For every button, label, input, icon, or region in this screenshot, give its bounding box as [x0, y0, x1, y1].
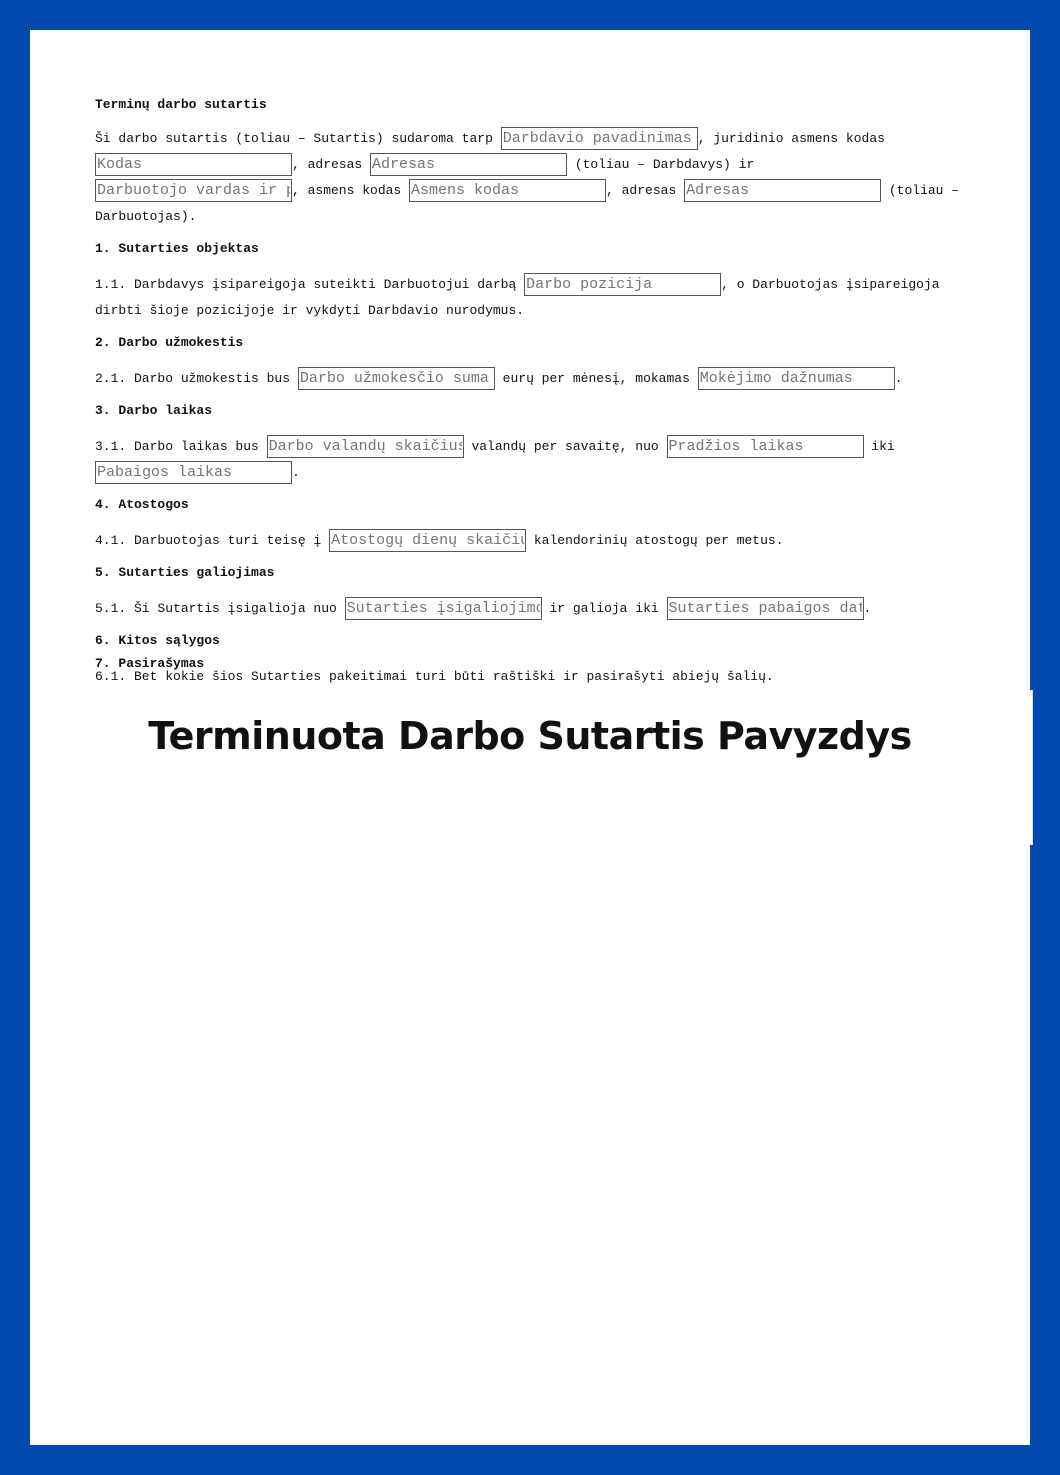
- intro-text-2: , juridinio asmens kodas: [697, 131, 885, 146]
- banner-title: Terminuota Darbo Sutartis Pavyzdys: [148, 714, 912, 758]
- employee-name-input[interactable]: [95, 179, 292, 202]
- s2-text-1: 2.1. Darbo užmokestis bus: [95, 371, 291, 386]
- section-2-heading: 2. Darbo užmokestis: [95, 335, 244, 350]
- s2-text-3: .: [894, 371, 903, 386]
- s5-text-1: 5.1. Ši Sutartis įsigalioja nuo: [95, 601, 337, 616]
- employer-name-input[interactable]: [501, 127, 698, 150]
- intro-text-5: , asmens kodas: [292, 183, 402, 198]
- s5-text-3: .: [863, 601, 872, 616]
- salary-input[interactable]: [298, 367, 495, 390]
- s3-text-3: iki: [863, 439, 895, 454]
- section-1-heading: 1. Sutarties objektas: [95, 241, 259, 256]
- section-6-heading: 6. Kitos sąlygos: [95, 633, 220, 648]
- section-3-heading: 3. Darbo laikas: [95, 403, 213, 418]
- s1-text-2: , o Darbuotojas įsipareigoja dirbti šioje pozicijoje ir vykdyti Darbdavio nurodymus.: [95, 277, 940, 318]
- intro-text-4: (toliau – Darbdavys) ir: [567, 157, 755, 172]
- intro-text-3: , adresas: [292, 157, 363, 172]
- personal-code-input[interactable]: [409, 179, 606, 202]
- section-2-paragraph: [95, 366, 975, 392]
- section-4-heading: 4. Atostogos: [95, 497, 189, 512]
- s3-text-1: 3.1. Darbo laikas bus: [95, 439, 259, 454]
- document-page: [30, 30, 1030, 1445]
- payment-frequency-input[interactable]: [698, 367, 895, 390]
- vacation-days-input[interactable]: [329, 529, 526, 552]
- intro-text-1: Ši darbo sutartis (toliau – Sutartis) sudaroma tarp: [95, 131, 493, 146]
- s3-text-2: valandų per savaitę, nuo: [463, 439, 659, 454]
- s3-text-4: .: [292, 465, 300, 480]
- section-3-paragraph: [95, 434, 975, 486]
- intro-paragraph: [95, 126, 975, 230]
- work-hours-input[interactable]: [267, 435, 464, 458]
- company-code-input[interactable]: [95, 153, 292, 176]
- section-7-heading: 7. Pasirašymas: [95, 656, 205, 671]
- intro-text-6: , adresas: [606, 183, 677, 198]
- s1-text-1: 1.1. Darbdavys įsipareigoja suteikti Darbuotojui darbą: [95, 277, 517, 292]
- section-5-paragraph: [95, 596, 975, 622]
- intro-text-7: (toliau – Darbuotojas).: [95, 183, 960, 224]
- end-time-input[interactable]: [95, 461, 292, 484]
- employer-address-input[interactable]: [370, 153, 567, 176]
- section-5-heading: 5. Sutarties galiojimas: [95, 565, 275, 580]
- start-time-input[interactable]: [667, 435, 864, 458]
- document-title: Terminų darbo sutartis: [95, 97, 267, 112]
- section-4-paragraph: [95, 528, 975, 554]
- effective-date-input[interactable]: [345, 597, 542, 620]
- title-banner: [30, 690, 1033, 845]
- s4-text-1: 4.1. Darbuotojas turi teisę į: [95, 533, 322, 548]
- s2-text-2: eurų per mėnesį, mokamas: [494, 371, 690, 386]
- s4-text-2: kalendorinių atostogų per metus.: [526, 533, 784, 548]
- section-6-paragraph: 6.1. Bet kokie šios Sutarties pakeitimai turi būti raštiški ir pasirašyti abiejų šalių.: [95, 669, 774, 684]
- expiry-date-input[interactable]: [667, 597, 864, 620]
- position-input[interactable]: [524, 273, 721, 296]
- employee-address-input[interactable]: [684, 179, 881, 202]
- section-1-paragraph: [95, 272, 975, 324]
- s5-text-2: ir galioja iki: [541, 601, 659, 616]
